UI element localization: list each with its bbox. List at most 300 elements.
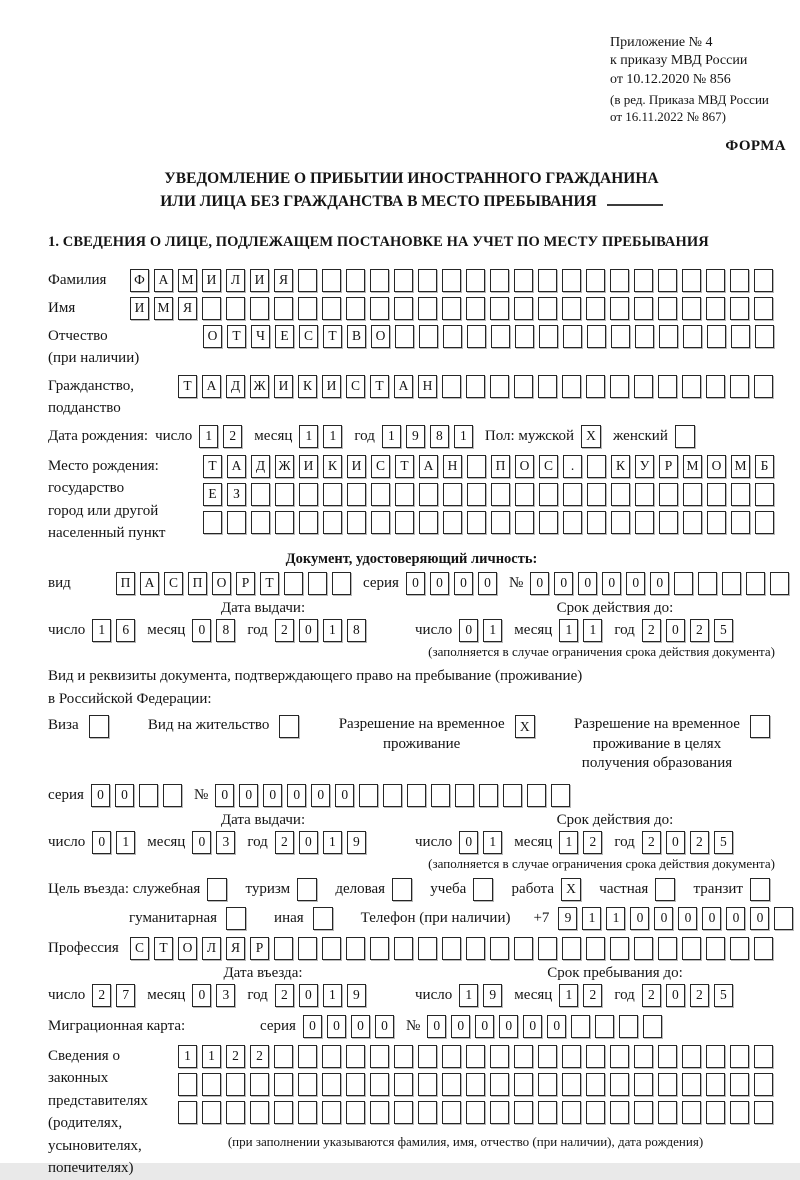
char-cell[interactable] xyxy=(746,572,765,595)
char-cell[interactable] xyxy=(395,511,414,534)
char-cell[interactable] xyxy=(682,375,701,398)
char-cell[interactable] xyxy=(442,297,461,320)
char-cell[interactable] xyxy=(706,375,725,398)
char-cell[interactable] xyxy=(587,483,606,506)
char-cell[interactable]: О xyxy=(203,325,222,348)
char-cell[interactable]: М xyxy=(154,297,173,320)
char-cell[interactable] xyxy=(610,1101,629,1124)
char-cell[interactable] xyxy=(634,375,653,398)
char-cell[interactable]: 0 xyxy=(91,784,110,807)
char-cell[interactable]: 0 xyxy=(578,572,597,595)
char-cell[interactable]: М xyxy=(178,269,197,292)
char-cell[interactable]: Н xyxy=(418,375,437,398)
char-cell[interactable] xyxy=(610,297,629,320)
char-cell[interactable] xyxy=(298,937,317,960)
char-cell[interactable]: О xyxy=(178,937,197,960)
char-cell[interactable] xyxy=(619,1015,638,1038)
char-cell[interactable] xyxy=(394,1073,413,1096)
char-cell[interactable] xyxy=(274,937,293,960)
char-cell[interactable] xyxy=(538,297,557,320)
char-cell[interactable] xyxy=(750,715,770,738)
char-cell[interactable] xyxy=(370,1101,389,1124)
char-cell[interactable] xyxy=(635,511,654,534)
char-cell[interactable] xyxy=(634,297,653,320)
char-cell[interactable] xyxy=(250,1101,269,1124)
char-cell[interactable]: 1 xyxy=(299,425,318,448)
char-cell[interactable]: 1 xyxy=(323,619,342,642)
char-cell[interactable]: Т xyxy=(323,325,342,348)
char-cell[interactable] xyxy=(392,878,412,901)
char-cell[interactable] xyxy=(227,511,246,534)
char-cell[interactable] xyxy=(610,1073,629,1096)
char-cell[interactable]: 0 xyxy=(630,907,649,930)
char-cell[interactable]: С xyxy=(130,937,149,960)
char-cell[interactable] xyxy=(163,784,182,807)
char-cell[interactable]: 2 xyxy=(690,831,709,854)
char-cell[interactable]: 9 xyxy=(347,984,366,1007)
char-cell[interactable] xyxy=(284,572,303,595)
char-cell[interactable]: 0 xyxy=(299,619,318,642)
char-cell[interactable] xyxy=(467,455,486,478)
char-cell[interactable]: 1 xyxy=(116,831,135,854)
char-cell[interactable] xyxy=(383,784,402,807)
char-cell[interactable] xyxy=(490,297,509,320)
char-cell[interactable]: Р xyxy=(659,455,678,478)
char-cell[interactable]: . xyxy=(563,455,582,478)
char-cell[interactable] xyxy=(755,483,774,506)
char-cell[interactable]: 1 xyxy=(199,425,218,448)
char-cell[interactable] xyxy=(514,1073,533,1096)
char-cell[interactable] xyxy=(707,483,726,506)
char-cell[interactable]: 1 xyxy=(559,984,578,1007)
char-cell[interactable] xyxy=(754,1101,773,1124)
char-cell[interactable] xyxy=(514,1045,533,1068)
char-cell[interactable] xyxy=(683,511,702,534)
char-cell[interactable] xyxy=(418,937,437,960)
char-cell[interactable] xyxy=(279,715,299,738)
char-cell[interactable] xyxy=(346,1073,365,1096)
char-cell[interactable] xyxy=(332,572,351,595)
char-cell[interactable] xyxy=(551,784,570,807)
char-cell[interactable] xyxy=(586,1073,605,1096)
char-cell[interactable] xyxy=(491,511,510,534)
char-cell[interactable] xyxy=(674,572,693,595)
char-cell[interactable] xyxy=(658,1073,677,1096)
char-cell[interactable]: А xyxy=(202,375,221,398)
char-cell[interactable] xyxy=(682,1073,701,1096)
char-cell[interactable] xyxy=(418,1045,437,1068)
char-cell[interactable]: 2 xyxy=(642,619,661,642)
char-cell[interactable] xyxy=(563,511,582,534)
char-cell[interactable] xyxy=(562,375,581,398)
char-cell[interactable] xyxy=(322,269,341,292)
char-cell[interactable]: Т xyxy=(203,455,222,478)
char-cell[interactable] xyxy=(682,297,701,320)
char-cell[interactable] xyxy=(563,483,582,506)
char-cell[interactable] xyxy=(466,269,485,292)
char-cell[interactable] xyxy=(770,572,789,595)
char-cell[interactable]: 7 xyxy=(116,984,135,1007)
char-cell[interactable]: 2 xyxy=(642,984,661,1007)
char-cell[interactable]: 0 xyxy=(523,1015,542,1038)
char-cell[interactable] xyxy=(418,269,437,292)
char-cell[interactable]: 0 xyxy=(335,784,354,807)
char-cell[interactable] xyxy=(466,1073,485,1096)
char-cell[interactable] xyxy=(226,1073,245,1096)
char-cell[interactable] xyxy=(139,784,158,807)
char-cell[interactable]: 0 xyxy=(263,784,282,807)
char-cell[interactable] xyxy=(586,1101,605,1124)
char-cell[interactable]: 0 xyxy=(678,907,697,930)
char-cell[interactable] xyxy=(755,511,774,534)
char-cell[interactable]: 1 xyxy=(559,619,578,642)
char-cell[interactable] xyxy=(298,297,317,320)
char-cell[interactable]: 9 xyxy=(483,984,502,1007)
char-cell[interactable]: 0 xyxy=(666,984,685,1007)
char-cell[interactable]: И xyxy=(130,297,149,320)
char-cell[interactable] xyxy=(634,269,653,292)
char-cell[interactable] xyxy=(539,483,558,506)
char-cell[interactable] xyxy=(611,325,630,348)
char-cell[interactable] xyxy=(515,483,534,506)
char-cell[interactable] xyxy=(394,937,413,960)
char-cell[interactable]: 3 xyxy=(216,984,235,1007)
char-cell[interactable] xyxy=(634,1073,653,1096)
char-cell[interactable]: 0 xyxy=(92,831,111,854)
char-cell[interactable]: К xyxy=(323,455,342,478)
char-cell[interactable]: Ж xyxy=(250,375,269,398)
char-cell[interactable]: 9 xyxy=(406,425,425,448)
char-cell[interactable] xyxy=(442,1045,461,1068)
char-cell[interactable] xyxy=(323,483,342,506)
char-cell[interactable] xyxy=(731,511,750,534)
char-cell[interactable] xyxy=(443,325,462,348)
char-cell[interactable] xyxy=(394,269,413,292)
char-cell[interactable] xyxy=(226,297,245,320)
char-cell[interactable] xyxy=(346,1045,365,1068)
char-cell[interactable]: Б xyxy=(755,455,774,478)
char-cell[interactable] xyxy=(730,297,749,320)
char-cell[interactable] xyxy=(731,325,750,348)
char-cell[interactable] xyxy=(563,325,582,348)
char-cell[interactable]: 1 xyxy=(92,619,111,642)
char-cell[interactable] xyxy=(202,297,221,320)
char-cell[interactable]: Т xyxy=(370,375,389,398)
char-cell[interactable] xyxy=(394,1101,413,1124)
char-cell[interactable] xyxy=(658,1045,677,1068)
char-cell[interactable] xyxy=(418,1101,437,1124)
char-cell[interactable] xyxy=(89,715,109,738)
char-cell[interactable] xyxy=(706,1045,725,1068)
char-cell[interactable]: 1 xyxy=(582,907,601,930)
char-cell[interactable] xyxy=(442,375,461,398)
char-cell[interactable]: Т xyxy=(154,937,173,960)
char-cell[interactable] xyxy=(754,375,773,398)
char-cell[interactable] xyxy=(538,375,557,398)
char-cell[interactable] xyxy=(299,511,318,534)
char-cell[interactable] xyxy=(754,269,773,292)
char-cell[interactable] xyxy=(419,325,438,348)
char-cell[interactable] xyxy=(370,937,389,960)
char-cell[interactable]: 6 xyxy=(116,619,135,642)
char-cell[interactable]: 8 xyxy=(347,619,366,642)
char-cell[interactable] xyxy=(323,511,342,534)
char-cell[interactable] xyxy=(539,511,558,534)
char-cell[interactable]: 2 xyxy=(275,831,294,854)
char-cell[interactable] xyxy=(610,269,629,292)
char-cell[interactable] xyxy=(226,1101,245,1124)
char-cell[interactable] xyxy=(706,1073,725,1096)
char-cell[interactable]: Я xyxy=(178,297,197,320)
char-cell[interactable] xyxy=(308,572,327,595)
char-cell[interactable] xyxy=(730,937,749,960)
char-cell[interactable]: 0 xyxy=(311,784,330,807)
char-cell[interactable] xyxy=(659,483,678,506)
char-cell[interactable] xyxy=(538,1101,557,1124)
char-cell[interactable] xyxy=(611,483,630,506)
char-cell[interactable]: 0 xyxy=(459,831,478,854)
char-cell[interactable] xyxy=(443,511,462,534)
char-cell[interactable] xyxy=(466,375,485,398)
char-cell[interactable] xyxy=(490,1045,509,1068)
char-cell[interactable] xyxy=(346,297,365,320)
char-cell[interactable]: К xyxy=(611,455,630,478)
char-cell[interactable] xyxy=(467,511,486,534)
char-cell[interactable] xyxy=(643,1015,662,1038)
char-cell[interactable] xyxy=(571,1015,590,1038)
char-cell[interactable]: И xyxy=(274,375,293,398)
char-cell[interactable] xyxy=(299,483,318,506)
char-cell[interactable] xyxy=(431,784,450,807)
char-cell[interactable] xyxy=(675,425,695,448)
char-cell[interactable] xyxy=(538,1045,557,1068)
char-cell[interactable] xyxy=(730,1101,749,1124)
char-cell[interactable]: 8 xyxy=(430,425,449,448)
char-cell[interactable]: 0 xyxy=(478,572,497,595)
char-cell[interactable]: К xyxy=(298,375,317,398)
char-cell[interactable] xyxy=(274,1045,293,1068)
char-cell[interactable] xyxy=(562,1101,581,1124)
char-cell[interactable] xyxy=(706,269,725,292)
char-cell[interactable]: А xyxy=(140,572,159,595)
char-cell[interactable]: 0 xyxy=(602,572,621,595)
char-cell[interactable] xyxy=(730,269,749,292)
char-cell[interactable] xyxy=(562,297,581,320)
char-cell[interactable]: 0 xyxy=(375,1015,394,1038)
char-cell[interactable] xyxy=(370,1073,389,1096)
char-cell[interactable] xyxy=(750,878,770,901)
char-cell[interactable] xyxy=(251,483,270,506)
char-cell[interactable]: 0 xyxy=(303,1015,322,1038)
char-cell[interactable]: X xyxy=(515,715,535,738)
char-cell[interactable]: 2 xyxy=(275,984,294,1007)
char-cell[interactable]: Л xyxy=(202,937,221,960)
char-cell[interactable] xyxy=(490,1073,509,1096)
char-cell[interactable] xyxy=(226,907,246,930)
char-cell[interactable] xyxy=(682,1045,701,1068)
char-cell[interactable] xyxy=(659,325,678,348)
char-cell[interactable]: З xyxy=(227,483,246,506)
char-cell[interactable] xyxy=(682,937,701,960)
char-cell[interactable] xyxy=(298,1101,317,1124)
char-cell[interactable]: 0 xyxy=(626,572,645,595)
char-cell[interactable]: В xyxy=(347,325,366,348)
char-cell[interactable]: 0 xyxy=(726,907,745,930)
char-cell[interactable] xyxy=(515,325,534,348)
char-cell[interactable] xyxy=(706,937,725,960)
char-cell[interactable] xyxy=(562,1073,581,1096)
char-cell[interactable]: 0 xyxy=(215,784,234,807)
char-cell[interactable] xyxy=(754,297,773,320)
char-cell[interactable] xyxy=(322,1101,341,1124)
char-cell[interactable] xyxy=(346,269,365,292)
char-cell[interactable] xyxy=(491,325,510,348)
char-cell[interactable]: С xyxy=(299,325,318,348)
char-cell[interactable] xyxy=(490,937,509,960)
char-cell[interactable]: Д xyxy=(226,375,245,398)
char-cell[interactable]: 0 xyxy=(654,907,673,930)
char-cell[interactable]: 2 xyxy=(250,1045,269,1068)
char-cell[interactable] xyxy=(467,325,486,348)
char-cell[interactable]: А xyxy=(154,269,173,292)
char-cell[interactable] xyxy=(515,511,534,534)
char-cell[interactable]: 0 xyxy=(666,831,685,854)
char-cell[interactable]: 2 xyxy=(583,984,602,1007)
char-cell[interactable] xyxy=(635,325,654,348)
char-cell[interactable] xyxy=(346,937,365,960)
char-cell[interactable] xyxy=(587,511,606,534)
char-cell[interactable] xyxy=(755,325,774,348)
char-cell[interactable] xyxy=(587,455,606,478)
char-cell[interactable]: С xyxy=(164,572,183,595)
char-cell[interactable]: 5 xyxy=(714,619,733,642)
char-cell[interactable] xyxy=(490,375,509,398)
char-cell[interactable]: 1 xyxy=(178,1045,197,1068)
char-cell[interactable]: 3 xyxy=(216,831,235,854)
char-cell[interactable] xyxy=(635,483,654,506)
char-cell[interactable]: 2 xyxy=(223,425,242,448)
char-cell[interactable] xyxy=(275,483,294,506)
char-cell[interactable]: 2 xyxy=(226,1045,245,1068)
char-cell[interactable] xyxy=(313,907,333,930)
char-cell[interactable] xyxy=(250,1073,269,1096)
char-cell[interactable] xyxy=(322,1073,341,1096)
char-cell[interactable]: 1 xyxy=(323,425,342,448)
char-cell[interactable] xyxy=(683,325,702,348)
char-cell[interactable] xyxy=(610,375,629,398)
char-cell[interactable] xyxy=(322,937,341,960)
char-cell[interactable] xyxy=(443,483,462,506)
char-cell[interactable] xyxy=(682,1101,701,1124)
char-cell[interactable]: 1 xyxy=(454,425,473,448)
char-cell[interactable]: 1 xyxy=(323,984,342,1007)
char-cell[interactable]: 0 xyxy=(454,572,473,595)
char-cell[interactable]: 0 xyxy=(430,572,449,595)
char-cell[interactable] xyxy=(298,269,317,292)
char-cell[interactable] xyxy=(394,1045,413,1068)
char-cell[interactable]: 8 xyxy=(216,619,235,642)
char-cell[interactable]: 0 xyxy=(475,1015,494,1038)
char-cell[interactable] xyxy=(418,297,437,320)
char-cell[interactable]: Е xyxy=(203,483,222,506)
char-cell[interactable] xyxy=(346,1101,365,1124)
char-cell[interactable] xyxy=(274,297,293,320)
char-cell[interactable] xyxy=(514,937,533,960)
char-cell[interactable]: 0 xyxy=(650,572,669,595)
char-cell[interactable] xyxy=(202,1073,221,1096)
char-cell[interactable]: 1 xyxy=(606,907,625,930)
char-cell[interactable]: Д xyxy=(251,455,270,478)
char-cell[interactable] xyxy=(527,784,546,807)
char-cell[interactable]: 0 xyxy=(499,1015,518,1038)
char-cell[interactable]: 0 xyxy=(554,572,573,595)
char-cell[interactable]: С xyxy=(371,455,390,478)
char-cell[interactable] xyxy=(562,269,581,292)
char-cell[interactable] xyxy=(371,511,390,534)
char-cell[interactable] xyxy=(467,483,486,506)
char-cell[interactable] xyxy=(207,878,227,901)
char-cell[interactable]: Р xyxy=(250,937,269,960)
char-cell[interactable]: Т xyxy=(260,572,279,595)
char-cell[interactable] xyxy=(370,269,389,292)
char-cell[interactable] xyxy=(683,483,702,506)
char-cell[interactable] xyxy=(562,1045,581,1068)
char-cell[interactable]: 0 xyxy=(299,984,318,1007)
char-cell[interactable]: 1 xyxy=(459,984,478,1007)
char-cell[interactable]: 1 xyxy=(483,619,502,642)
char-cell[interactable] xyxy=(442,937,461,960)
char-cell[interactable]: И xyxy=(299,455,318,478)
char-cell[interactable] xyxy=(490,269,509,292)
char-cell[interactable] xyxy=(473,878,493,901)
char-cell[interactable] xyxy=(730,1073,749,1096)
char-cell[interactable]: Ч xyxy=(251,325,270,348)
char-cell[interactable] xyxy=(707,325,726,348)
char-cell[interactable]: Ж xyxy=(275,455,294,478)
char-cell[interactable] xyxy=(251,511,270,534)
char-cell[interactable] xyxy=(634,1045,653,1068)
char-cell[interactable] xyxy=(203,511,222,534)
char-cell[interactable]: 1 xyxy=(382,425,401,448)
char-cell[interactable]: О xyxy=(707,455,726,478)
char-cell[interactable] xyxy=(274,1101,293,1124)
char-cell[interactable]: 0 xyxy=(115,784,134,807)
char-cell[interactable] xyxy=(658,297,677,320)
char-cell[interactable]: А xyxy=(419,455,438,478)
char-cell[interactable]: И xyxy=(322,375,341,398)
char-cell[interactable]: 1 xyxy=(202,1045,221,1068)
char-cell[interactable]: 0 xyxy=(427,1015,446,1038)
char-cell[interactable] xyxy=(586,269,605,292)
char-cell[interactable]: 0 xyxy=(702,907,721,930)
char-cell[interactable] xyxy=(491,483,510,506)
char-cell[interactable] xyxy=(274,1073,293,1096)
char-cell[interactable] xyxy=(466,1045,485,1068)
char-cell[interactable] xyxy=(359,784,378,807)
char-cell[interactable] xyxy=(595,1015,614,1038)
char-cell[interactable]: Р xyxy=(236,572,255,595)
char-cell[interactable] xyxy=(538,1073,557,1096)
char-cell[interactable] xyxy=(655,878,675,901)
char-cell[interactable] xyxy=(659,511,678,534)
char-cell[interactable] xyxy=(730,375,749,398)
char-cell[interactable]: П xyxy=(116,572,135,595)
char-cell[interactable] xyxy=(514,1101,533,1124)
char-cell[interactable] xyxy=(754,1045,773,1068)
char-cell[interactable] xyxy=(538,937,557,960)
char-cell[interactable]: А xyxy=(227,455,246,478)
char-cell[interactable]: 0 xyxy=(299,831,318,854)
